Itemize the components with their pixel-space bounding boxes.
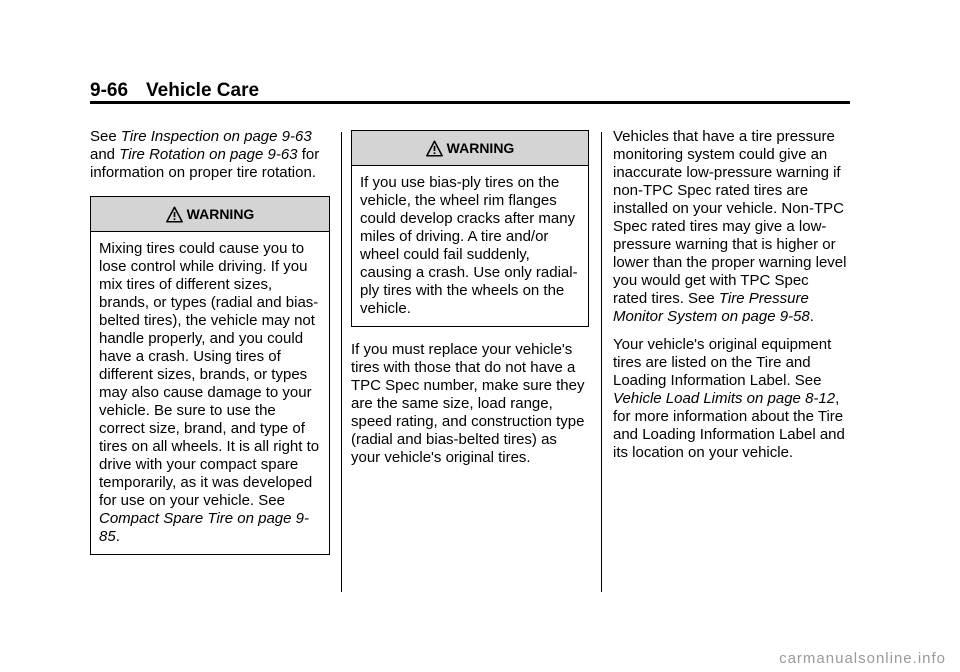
- original-equipment-text-end: , for more information about the Tire and Loading Information Label and its location on your vehicle.: [613, 390, 845, 461]
- column-divider-1: [341, 132, 342, 592]
- warning-header: [91, 197, 329, 232]
- tpms-text: Vehicles that have a tire pressure monitoring system could give an inaccurate low-pressure warning if non-TPC Spec rated tires are installed on your vehicle. Non-TPC Spec rated tires may give a low-pressure warning that is higher or lower than the proper warning level you would get with TPC Spec rated tires. See: [613, 128, 847, 307]
- intro-text: See: [90, 128, 121, 145]
- intro-text-and: and: [90, 146, 120, 163]
- warning-box-bias-ply: [351, 130, 589, 327]
- column-1: [90, 128, 330, 555]
- warning-box-mixing-tires: [90, 196, 330, 555]
- intro-text-end: for information on proper tire rotation.: [90, 146, 320, 181]
- warning-text: Mixing tires could cause you to lose control while driving. If you mix tires of different sizes, brands, or types (radial and bias-belted tires), the vehicle may not handle properly, and you could have a crash. Using tires of different sizes, brands, or types may also cause damage to your vehicle. Be sure to use the correct size, brand, and type of tires on all wheels. It is all right to drive with your compact spare temporarily, as it was developed for use on your vehicle. See: [99, 240, 320, 509]
- tpms-text-end: .: [809, 308, 814, 325]
- link-tire-inspection[interactable]: Tire Inspection on page 9-63: [120, 128, 312, 145]
- warning-label: WARNING: [186, 206, 255, 222]
- link-tire-pressure-monitor[interactable]: Tire Pressure Monitor System on page 9-58: [613, 290, 810, 325]
- page-number: 9-66: [90, 80, 129, 101]
- column-3: [613, 128, 847, 470]
- header-rule: [90, 101, 850, 104]
- warning-header: [352, 131, 588, 166]
- warning-text-end: .: [115, 528, 120, 545]
- page-header: [90, 80, 259, 102]
- warning-body: [91, 232, 329, 554]
- intro-paragraph: [90, 128, 330, 182]
- warning-label: WARNING: [446, 140, 515, 156]
- watermark: carmanualsonline.info: [779, 650, 946, 667]
- link-vehicle-load-limits[interactable]: Vehicle Load Limits on page 8-12: [613, 390, 836, 407]
- tpms-paragraph: [613, 128, 847, 326]
- column-divider-2: [601, 132, 602, 592]
- section-title: Vehicle Care: [146, 80, 260, 101]
- warning-triangle-icon: [426, 140, 443, 157]
- column-2: [351, 130, 589, 475]
- warning-body: If you use bias-ply tires on the vehicle, the wheel rim flanges could develop cracks after many miles of driving. A tire and/or wheel could fail suddenly, causing a crash. Use only radial-ply tires with the wheels on the vehicle.: [360, 174, 578, 317]
- link-compact-spare-tire[interactable]: Compact Spare Tire on page 9-85: [99, 510, 309, 545]
- original-equipment-paragraph: [613, 336, 847, 462]
- replace-tires-paragraph: If you must replace your vehicle's tires with those that do not have a TPC Spec number, make sure they are the same size, load range, speed rating, and construction type (radial and bias-belted tires) as your vehicle's original tires.: [351, 341, 585, 466]
- link-tire-rotation[interactable]: Tire Rotation on page 9-63: [119, 146, 298, 163]
- original-equipment-text: Your vehicle's original equipment tires are listed on the Tire and Loading Information Label. See: [613, 336, 832, 389]
- warning-triangle-icon: [166, 206, 183, 223]
